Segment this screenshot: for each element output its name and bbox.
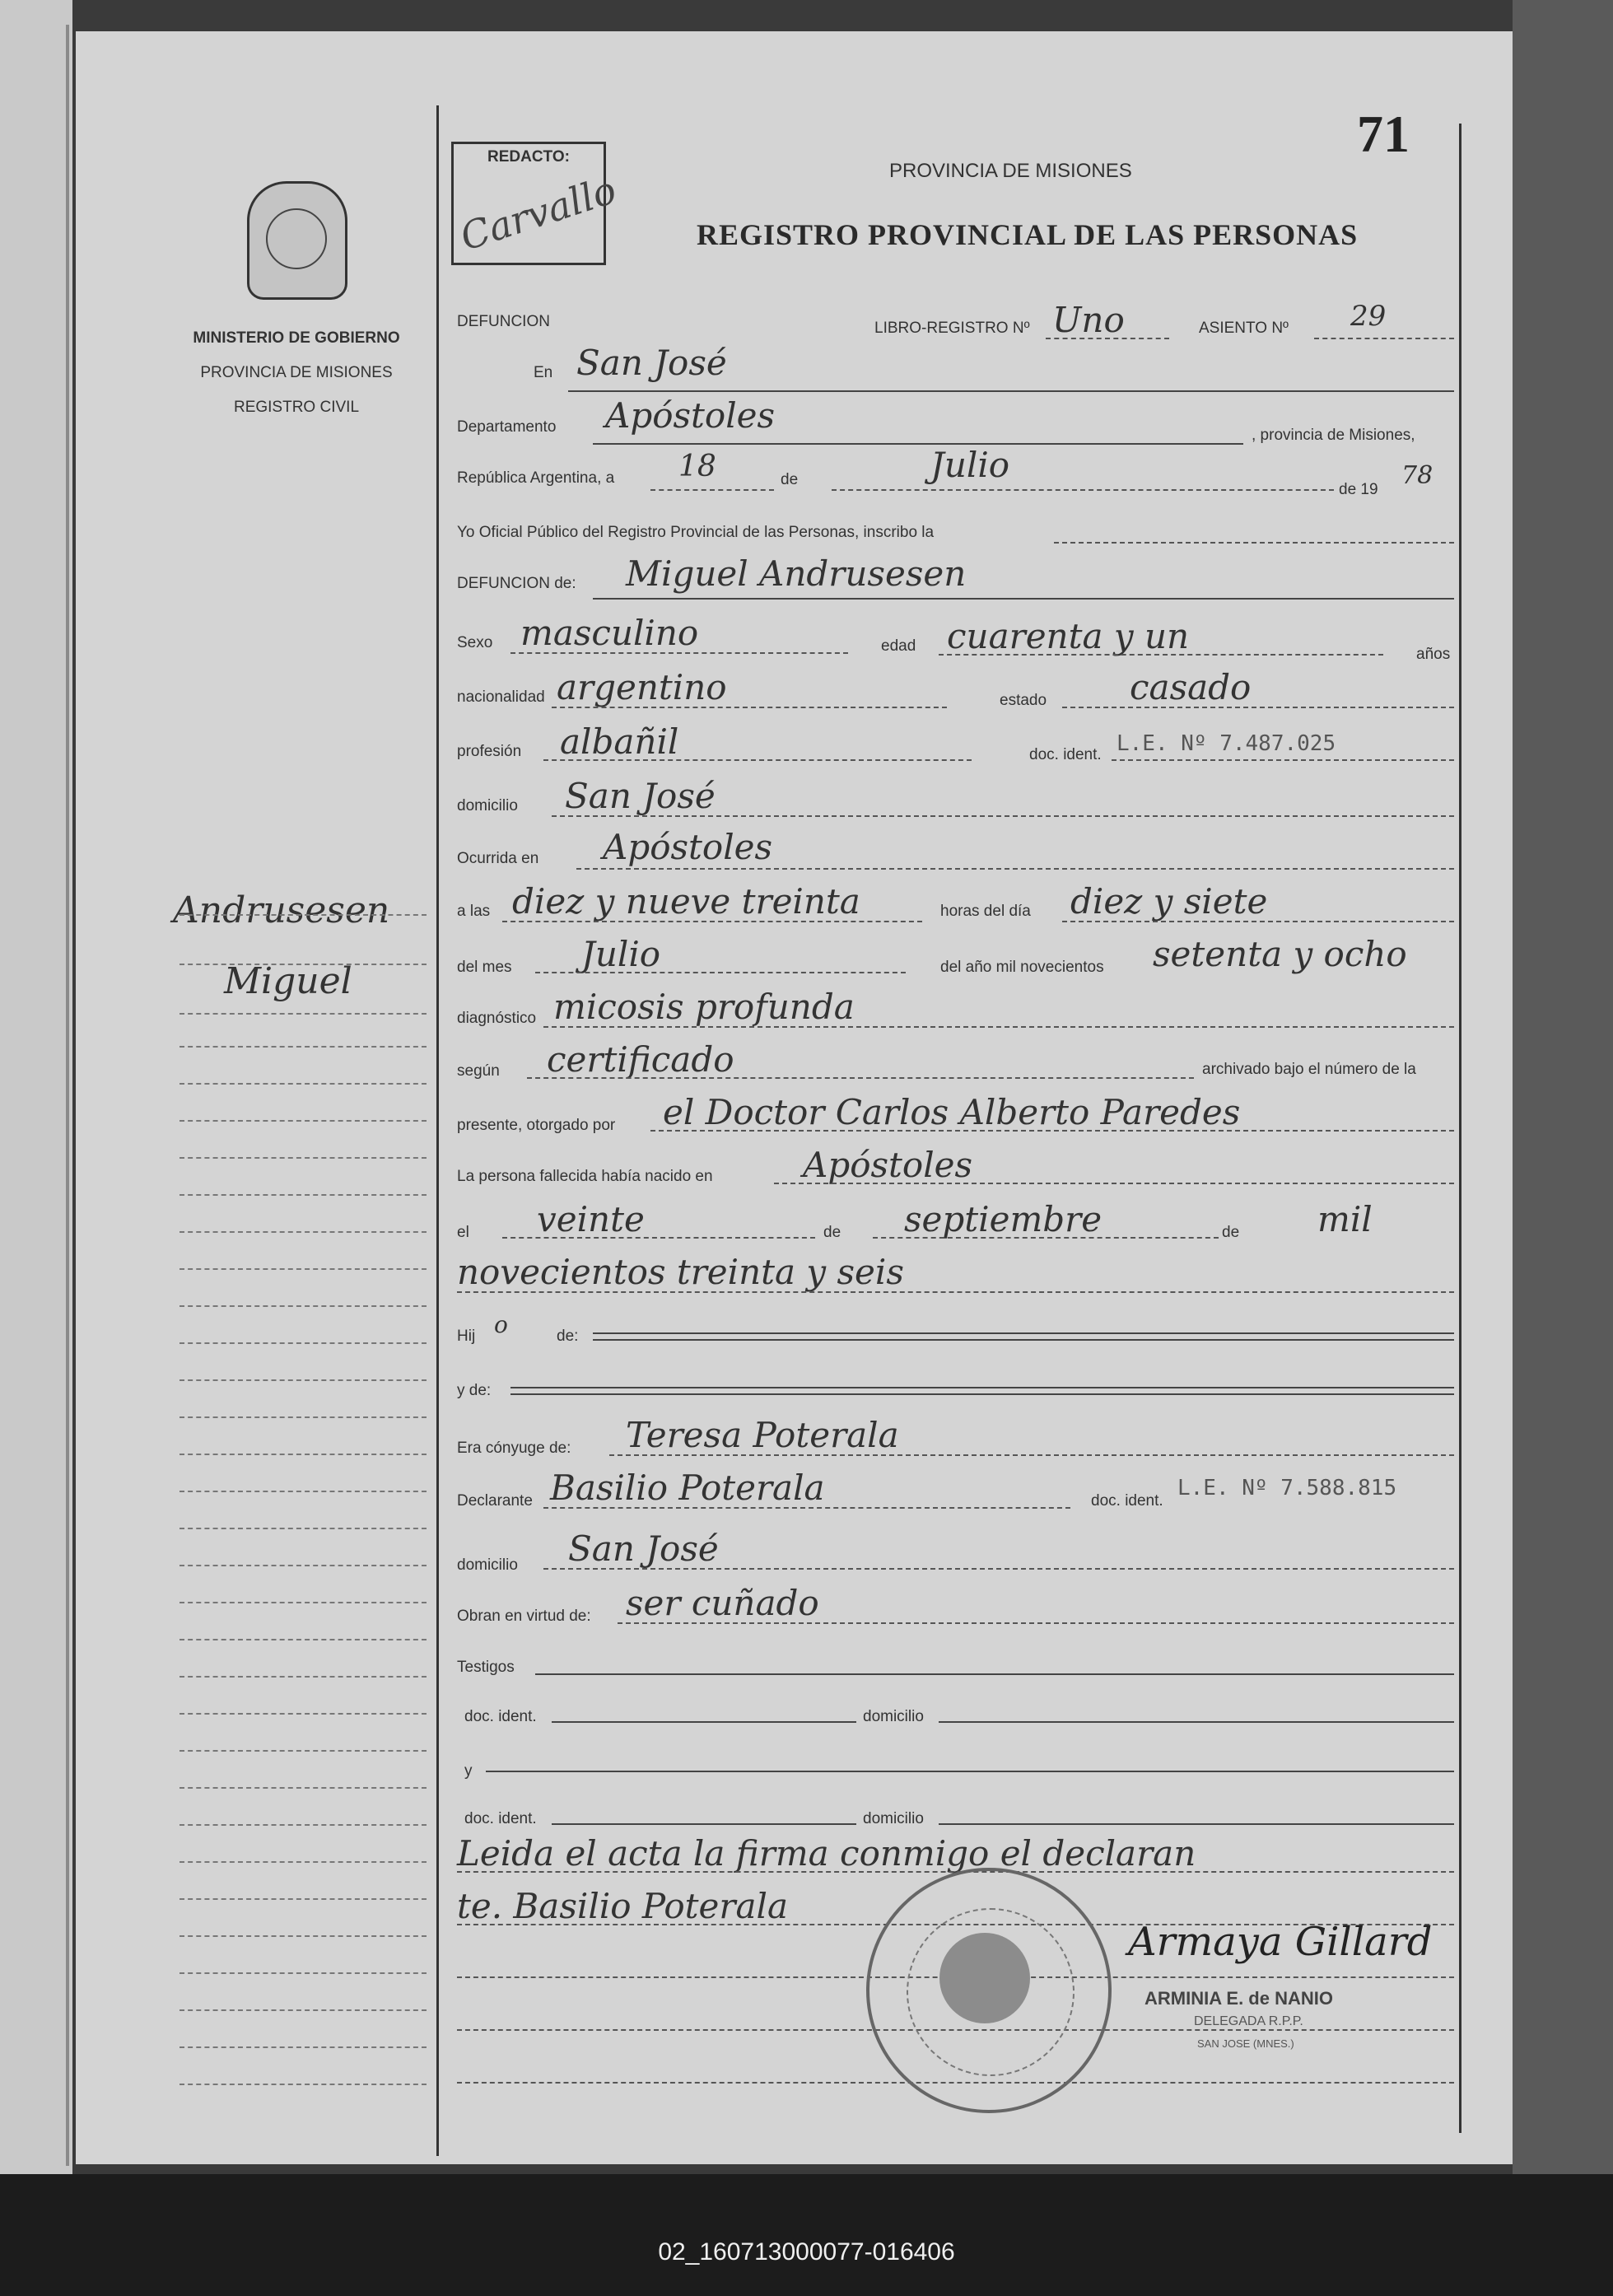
date-year-value: 78 xyxy=(1401,461,1434,490)
doc-ident-label: doc. ident. xyxy=(1029,746,1102,763)
nacido-en-value: Apóstoles xyxy=(803,1145,973,1185)
form-border-right xyxy=(1459,124,1461,2133)
page-number: 71 xyxy=(1357,105,1410,163)
margin-line xyxy=(179,1935,427,1937)
testigo1-domicilio-line xyxy=(939,1721,1454,1723)
diagnostico-line xyxy=(543,1026,1454,1028)
anos-label: años xyxy=(1416,646,1451,663)
en-line xyxy=(568,390,1454,392)
presente-label: presente, otorgado por xyxy=(457,1117,616,1134)
official-signature: Armaya Gillard xyxy=(1128,1919,1433,1965)
margin-line xyxy=(179,1565,427,1566)
margin-line xyxy=(179,1861,427,1863)
nacionalidad-label: nacionalidad xyxy=(457,688,545,706)
segun-label: según xyxy=(457,1062,500,1080)
ano-ocurrida-value: setenta y ocho xyxy=(1153,934,1407,974)
y-de-line-2 xyxy=(510,1393,1454,1395)
date-month-line xyxy=(832,489,1334,491)
margin-line xyxy=(179,1379,427,1381)
y-de-label: y de: xyxy=(457,1382,492,1399)
province-title: PROVINCIA DE MISIONES xyxy=(889,160,1132,182)
obran-value: ser cuñado xyxy=(626,1583,819,1623)
segun-line xyxy=(527,1077,1194,1079)
margin-line xyxy=(179,1013,427,1015)
testigos-label: Testigos xyxy=(457,1659,515,1676)
doc-ident-value: L.E. Nº 7.487.025 xyxy=(1117,731,1336,756)
mes-ocurrida-line xyxy=(535,972,906,973)
margin-line xyxy=(179,914,427,916)
estado-label: estado xyxy=(1000,692,1047,709)
hij-line-1 xyxy=(593,1332,1454,1334)
obran-line xyxy=(618,1622,1454,1624)
provincia-label: , provincia de Misiones, xyxy=(1252,427,1415,444)
ministry-line: MINISTERIO DE GOBIERNO xyxy=(193,329,400,347)
nacido-mes-line xyxy=(873,1237,1219,1239)
closing-line-2: te. Basilio Poterala xyxy=(457,1886,788,1926)
hij-value: o xyxy=(494,1311,508,1338)
margin-line xyxy=(179,1898,427,1900)
libro-label: LIBRO-REGISTRO Nº xyxy=(874,320,1030,337)
registry-stamp-icon xyxy=(866,1868,1112,2113)
otorgado-value: el Doctor Carlos Alberto Paredes xyxy=(663,1092,1241,1132)
dia-texto-value: diez y siete xyxy=(1070,881,1268,922)
libro-value: Uno xyxy=(1052,300,1125,340)
declarante-domicilio-line xyxy=(543,1568,1454,1570)
date-day-value: 18 xyxy=(678,450,716,483)
en-label: En xyxy=(534,364,553,381)
a-las-line xyxy=(502,921,922,922)
hij-label: Hij xyxy=(457,1328,476,1345)
profesion-label: profesión xyxy=(457,743,522,760)
declarante-doc-label: doc. ident. xyxy=(1091,1492,1163,1510)
asiento-line xyxy=(1314,338,1454,339)
edad-label: edad xyxy=(881,637,916,655)
defuncion-de-label: DEFUNCION de: xyxy=(457,575,576,592)
el-label: el xyxy=(457,1224,469,1241)
testigo2-doc-label: doc. ident. xyxy=(464,1810,537,1827)
form-border-left xyxy=(436,105,439,2156)
margin-line xyxy=(179,1268,427,1270)
estado-line xyxy=(1062,707,1454,708)
nacido-en-line xyxy=(774,1183,1454,1184)
otorgado-line xyxy=(650,1130,1454,1132)
testigo2-domicilio-line xyxy=(939,1823,1454,1825)
margin-line xyxy=(179,2046,427,2048)
de19-label: de 19 xyxy=(1339,481,1378,498)
testigo1-doc-label: doc. ident. xyxy=(464,1708,537,1725)
nacido-ano-1-value: mil xyxy=(1317,1199,1373,1239)
margin-line xyxy=(179,1083,427,1085)
margin-line xyxy=(179,1416,427,1418)
margin-line xyxy=(179,1157,427,1159)
sexo-label: Sexo xyxy=(457,634,493,651)
official-title: DELEGADA R.P.P. xyxy=(1194,2014,1303,2028)
margin-line xyxy=(179,1194,427,1196)
nacionalidad-line xyxy=(552,707,947,708)
asiento-value: 29 xyxy=(1350,300,1387,333)
declarante-label: Declarante xyxy=(457,1492,533,1510)
civil-registry-line: REGISTRO CIVIL xyxy=(233,399,360,416)
domicilio-label: domicilio xyxy=(457,797,518,814)
del-ano-label: del año mil novecientos xyxy=(940,959,1104,976)
declarante-domicilio-value: San José xyxy=(568,1528,719,1569)
declarante-line xyxy=(543,1507,1070,1509)
nacido-ano-2-value: novecientos treinta y seis xyxy=(457,1252,904,1292)
profesion-value: albañil xyxy=(560,721,679,762)
y-testigo-label: y xyxy=(464,1762,473,1780)
margin-surname: Andrusesen xyxy=(173,889,390,931)
declarante-value: Basilio Poterala xyxy=(550,1468,825,1508)
nacido-label: La persona fallecida había nacido en xyxy=(457,1168,713,1185)
edad-line xyxy=(939,654,1383,656)
horas-label: horas del día xyxy=(940,903,1031,920)
caption-strip xyxy=(0,2174,1613,2296)
archivado-label: archivado bajo el número de la xyxy=(1202,1061,1416,1078)
testigo2-doc-line xyxy=(552,1823,856,1825)
conyuge-line xyxy=(609,1454,1454,1456)
nacido-mes-value: septiembre xyxy=(904,1199,1103,1239)
departamento-label: Departamento xyxy=(457,418,557,436)
margin-line xyxy=(179,1750,427,1752)
declarante-domicilio-label: domicilio xyxy=(457,1556,518,1574)
nacido-dia-value: veinte xyxy=(537,1199,645,1239)
sexo-line xyxy=(510,652,848,654)
redacto-signature: Carvallo xyxy=(455,167,622,259)
ocurrida-line xyxy=(576,868,1454,870)
asiento-label: ASIENTO Nº xyxy=(1199,320,1289,337)
margin-line xyxy=(179,1342,427,1344)
profesion-line xyxy=(543,759,972,761)
testigo2-domicilio-label: domicilio xyxy=(863,1810,924,1827)
sexo-value: masculino xyxy=(520,613,699,653)
book-gutter xyxy=(66,25,69,2166)
margin-line xyxy=(179,1120,427,1122)
closing-line-1: Leida el acta la firma conmigo el declaran xyxy=(457,1833,1196,1874)
margin-line xyxy=(179,1824,427,1826)
margin-line xyxy=(179,1305,427,1307)
defuncion-heading: DEFUNCION xyxy=(457,313,550,330)
domicilio-value: San José xyxy=(565,776,716,816)
margin-line xyxy=(179,1046,427,1048)
province-line: PROVINCIA DE MISIONES xyxy=(200,364,393,381)
ministry-block xyxy=(173,321,420,425)
margin-line xyxy=(179,1491,427,1492)
departamento-value: Apóstoles xyxy=(605,395,776,436)
a-las-label: a las xyxy=(457,903,491,920)
redacto-label: REDACTO: xyxy=(487,148,570,166)
margin-line xyxy=(179,964,427,965)
margin-line xyxy=(179,1528,427,1529)
hij-line-2 xyxy=(593,1339,1454,1341)
ocurrida-label: Ocurrida en xyxy=(457,850,539,867)
segun-value: certificado xyxy=(547,1039,734,1080)
yo-oficial-label: Yo Oficial Público del Registro Provincial de las Personas, inscribo la xyxy=(457,524,935,541)
margin-given-name: Miguel xyxy=(224,960,352,1002)
nacionalidad-value: argentino xyxy=(557,667,727,707)
margin-line xyxy=(179,1231,427,1233)
left-facing-page xyxy=(0,0,72,2174)
doc-ident-line xyxy=(1112,759,1454,761)
estado-value: casado xyxy=(1130,667,1252,707)
yo-oficial-line xyxy=(1054,542,1454,544)
nacido-ano-line xyxy=(457,1291,1454,1293)
mes-ocurrida-value: Julio xyxy=(581,934,661,974)
del-mes-label: del mes xyxy=(457,959,512,976)
conyuge-value: Teresa Poterala xyxy=(626,1415,899,1455)
margin-line xyxy=(179,1713,427,1715)
testigo1-domicilio-label: domicilio xyxy=(863,1708,924,1725)
libro-line xyxy=(1046,338,1169,339)
declarante-doc-value: L.E. Nº 7.588.815 xyxy=(1177,1476,1397,1500)
conyuge-label: Era cónyuge de: xyxy=(457,1440,571,1457)
en-value: San José xyxy=(576,343,727,383)
nacido-de-label: de xyxy=(823,1224,841,1241)
margin-line xyxy=(179,1972,427,1974)
dia-texto-line xyxy=(1062,921,1454,922)
diagnostico-value: micosis profunda xyxy=(553,987,855,1027)
domicilio-line xyxy=(552,815,1454,817)
republica-label: República Argentina, a xyxy=(457,469,615,487)
y-de-line-1 xyxy=(510,1387,1454,1388)
margin-line xyxy=(179,1602,427,1603)
margin-line xyxy=(179,1454,427,1455)
registry-title: REGISTRO PROVINCIAL DE LAS PERSONAS xyxy=(697,218,1359,251)
hij-de-label: de: xyxy=(557,1328,579,1345)
ocurrida-value: Apóstoles xyxy=(603,827,773,867)
nacido-dia-line xyxy=(502,1237,815,1239)
diagnostico-label: diagnóstico xyxy=(457,1010,537,1027)
official-town: SAN JOSE (MNES.) xyxy=(1197,2037,1294,2050)
date-de-label: de xyxy=(781,471,799,488)
coat-of-arms-icon xyxy=(247,181,347,300)
margin-line xyxy=(179,1787,427,1789)
deceased-name-value: Miguel Andrusesen xyxy=(626,553,967,594)
date-month-value: Julio xyxy=(930,445,1010,485)
a-las-value: diez y nueve treinta xyxy=(512,881,860,922)
date-day-line xyxy=(650,489,774,491)
obran-label: Obran en virtud de: xyxy=(457,1608,591,1625)
image-caption: 02_160713000077-016406 xyxy=(658,2238,955,2266)
margin-line xyxy=(179,1639,427,1640)
margin-line xyxy=(179,2084,427,2085)
book-cover-edge xyxy=(1513,0,1613,2174)
edad-value: cuarenta y un xyxy=(947,616,1190,656)
margin-line xyxy=(179,1676,427,1678)
departamento-line xyxy=(593,443,1243,445)
official-name: ARMINIA E. de NANIO xyxy=(1144,1988,1333,2009)
testigos-line xyxy=(535,1673,1454,1675)
deceased-name-line xyxy=(593,598,1454,600)
margin-line xyxy=(179,2009,427,2011)
nacido-de2-label: de xyxy=(1222,1224,1240,1241)
testigo1-doc-line xyxy=(552,1721,856,1723)
testigo2-line xyxy=(486,1771,1454,1772)
